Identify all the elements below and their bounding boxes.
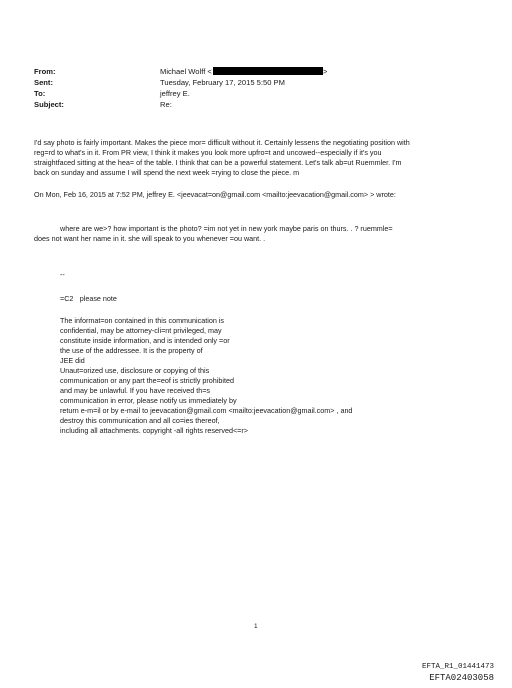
signature-dash [34, 270, 486, 280]
to-label: To: [34, 89, 46, 98]
text-line: -- [60, 270, 65, 279]
bates-id-2: EFTA02403058 [429, 673, 494, 683]
text-line: communication or any part the=eof is strictly prohibited [60, 376, 234, 385]
page-number: 1 [254, 623, 258, 630]
from-label: From: [34, 67, 56, 76]
text-line: constitute inside information, and is intended only =or [60, 336, 230, 345]
sent-label: Sent: [34, 78, 53, 87]
from-row [34, 66, 474, 77]
text-line: straightfaced sitting at the hea= of the table. I think that can be a powerful statement. Let's talk ab=ut Ruemmler. I'm [34, 158, 402, 167]
text-line: I'd say photo is fairly important. Makes the piece mor= difficult without it. Certainly lessens the negotiating position with [34, 138, 410, 147]
email-header [34, 66, 474, 110]
redaction-box [213, 67, 323, 75]
to-row [34, 88, 474, 99]
text-line: Unaut=orized use, disclosure or copying of this [60, 366, 210, 375]
bates-stamp [422, 662, 494, 684]
text-line: communication in error, please notify us immediately by [60, 396, 237, 405]
text-line: where are we>? how important is the photo? =im not yet in new york maybe paris on thurs. . ? ruemmle= [60, 224, 393, 233]
subject-row [34, 99, 474, 110]
to-value: jeffrey E. [160, 89, 190, 98]
sent-row [34, 77, 474, 88]
from-suffix: > [322, 67, 328, 76]
reply-paragraph [34, 138, 486, 178]
disclaimer-block [34, 316, 512, 436]
text-line: and may be unlawful. If you have received th=s [60, 386, 211, 395]
quoted-message [34, 224, 486, 244]
from-value: Michael Wolff < [160, 67, 212, 76]
sent-value: Tuesday, February 17, 2015 5:50 PM [160, 78, 285, 87]
text-line: =C2 please note [60, 294, 117, 303]
subject-value: Re: [160, 100, 172, 109]
text-line: On Mon, Feb 16, 2015 at 7:52 PM, jeffrey E. <jeevacat=on@gmail.com <mailto:jeevacation@gmail.com> > wrote: [34, 190, 396, 199]
text-line: destroy this communication and all co=ies thereof, [60, 416, 220, 425]
text-line: back on sunday and assume I will spend the next week =rying to close the piece. m [34, 168, 300, 177]
text-line: reg=rd to what's in it. From PR view, I think it makes you look more upfro=t and uncowed--especially if it's you [34, 148, 382, 157]
text-line: confidential, may be attorney-cli=nt privileged, may [60, 326, 222, 335]
text-line: including all attachments. copyright -all rights reserved<=r> [60, 426, 248, 435]
text-line: the use of the addressee. It is the property of [60, 346, 203, 355]
subject-label: Subject: [34, 100, 64, 109]
signature-header [34, 294, 486, 304]
bates-id-1: EFTA_R1_01441473 [421, 663, 494, 671]
quote-intro [34, 190, 486, 200]
text-line: does not want her name in it. she will speak to you whenever =ou want. . [34, 234, 266, 243]
text-line: The informat=on contained in this communication is [60, 316, 224, 325]
text-line: JEE did [60, 356, 85, 365]
text-line: return e-m=il or by e-mail to jeevacation@gmail.com <mailto:jeevacation@gmail.com> , and [60, 406, 353, 415]
